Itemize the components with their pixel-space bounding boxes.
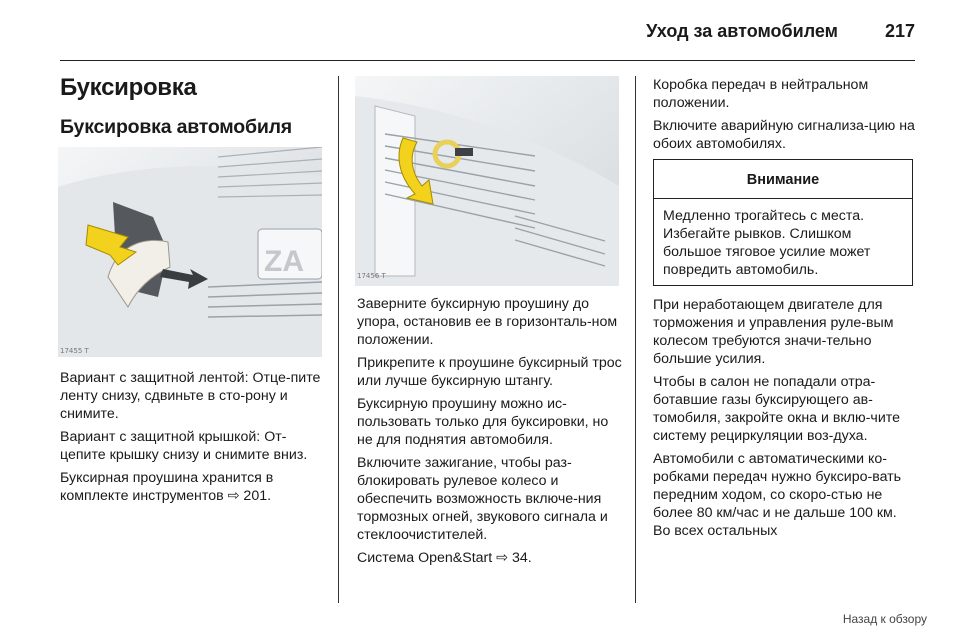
paragraph: Буксирная проушина хранится в комплекте инструментов ⇨ 201.: [60, 470, 274, 504]
col2-body: [357, 295, 623, 572]
paragraph: Заверните буксирную проушину до упора, остановив ее в горизонталь-ном положении.: [357, 296, 618, 348]
column-divider-1: [338, 76, 339, 603]
warning-text: Медленно трогайтесь с места. Избегайте рывков. Слишком большое тяговое усилие может повредить автомобиль.: [663, 208, 871, 278]
tow-eye-illustration: [355, 76, 619, 286]
paragraph: Коробка передач в нейтральном положении.: [653, 77, 869, 111]
figure-tow-eye-install: [355, 76, 619, 286]
paragraph: Включите зажигание, чтобы раз-блокировать рулевое колесо и обеспечить возможность включе-ния тормозных огней, звукового сигнала и стеклоочистителей.: [357, 455, 608, 543]
bumper-cover-illustration: [58, 147, 322, 357]
section-subheading: Буксировка автомобиля: [60, 116, 292, 138]
column-divider-2: [635, 76, 636, 603]
col3-body-top: [653, 76, 917, 158]
figure-id-label: 17456 T: [357, 272, 386, 280]
page-heading: Буксировка: [60, 74, 197, 101]
paragraph: Включите аварийную сигнализа-цию на обоих автомобилях.: [653, 118, 915, 152]
plate-text: ZA: [264, 245, 304, 278]
figure-tow-cover-removal: [58, 147, 322, 357]
paragraph: Система Open&Start ⇨ 34.: [357, 550, 532, 566]
paragraph: Автомобили с автоматическими ко-робками передач нужно буксиро-вать передним ходом, со скоро-стью не более 80 км/час и не дальше 100 км. Во всех остальных: [653, 451, 902, 539]
header-divider: [60, 60, 915, 61]
page-number: 217: [884, 21, 915, 41]
paragraph: Буксирную проушину можно ис-пользовать только для буксировки, но не для поднятия автомобиля.: [357, 396, 609, 448]
figure-id-label: 17455 T: [60, 347, 89, 355]
warning-box: [653, 159, 913, 286]
warning-title: Внимание: [654, 160, 912, 199]
back-to-overview-link[interactable]: Назад к обзору: [842, 612, 927, 626]
col1-body: [60, 369, 324, 510]
paragraph: Чтобы в салон не попадали отра-ботавшие газы буксирующего ав-томобиля, закройте окна и вклю-чите систему рециркуляции воз-духа.: [653, 374, 900, 444]
paragraph: Вариант с защитной крышкой: От-цепите крышку снизу и снимите вниз.: [60, 429, 308, 463]
paragraph: Вариант с защитной лентой: Отце-пите ленту снизу, сдвиньте в сто-рону и снимите.: [60, 370, 321, 422]
paragraph: При неработающем двигателе для торможения и управления руле-вым колесом требуются значи-тельно большие усилия.: [653, 297, 894, 367]
col3-body-bottom: [653, 296, 917, 545]
paragraph: Прикрепите к проушине буксирный трос или лучше буксирную штангу.: [357, 355, 622, 389]
section-title: Уход за автомобилем: [646, 21, 838, 41]
